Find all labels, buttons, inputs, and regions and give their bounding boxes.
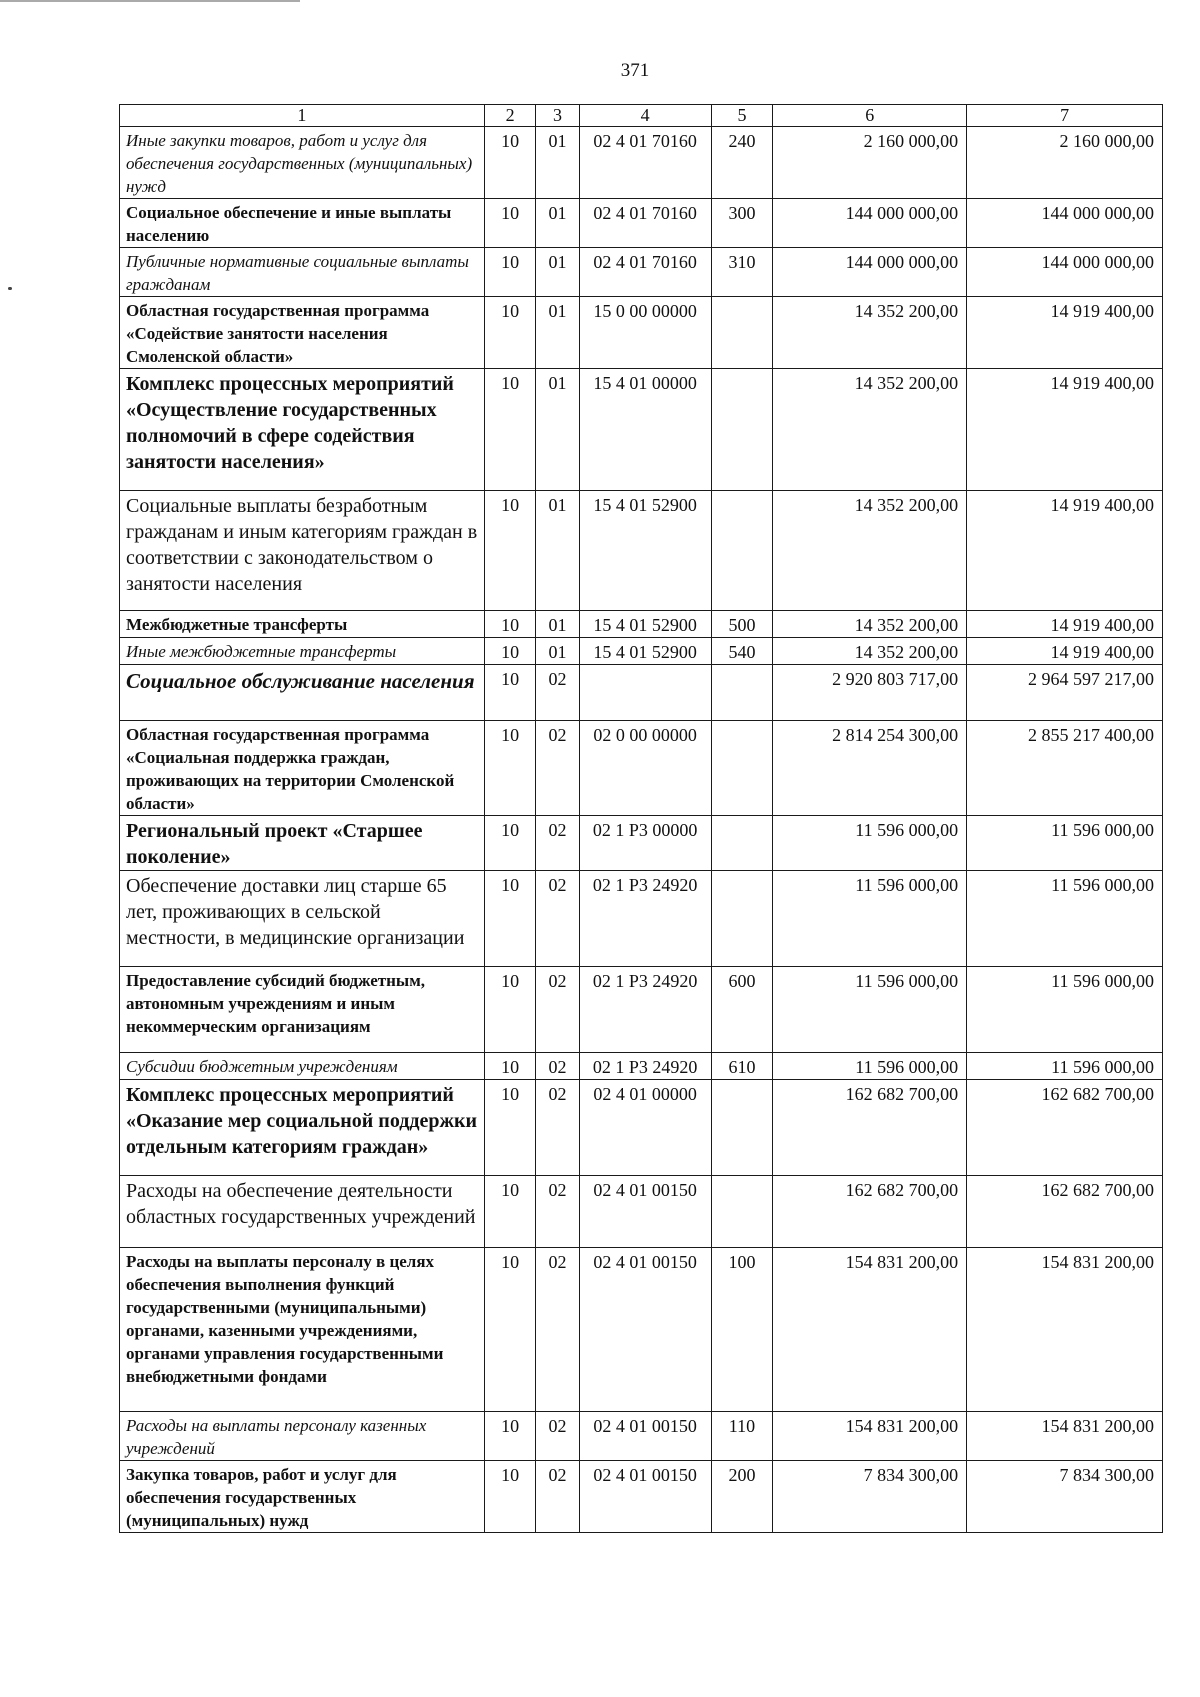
row-amount-year2-cell: 11 596 000,00 (967, 871, 1163, 967)
row-target-code-cell: 02 4 01 70160 (579, 127, 711, 199)
table-row (120, 611, 1163, 638)
row-name-cell: Комплекс процессных мероприятий «Оказание мер социальной поддержки отдельным категориям граждан» (120, 1080, 485, 1176)
table-row (120, 1412, 1163, 1461)
row-subsection-cell: 01 (536, 127, 579, 199)
table-row (120, 1176, 1163, 1248)
row-amount-year2-cell: 11 596 000,00 (967, 816, 1163, 871)
row-amount-year2-cell: 11 596 000,00 (967, 967, 1163, 1053)
row-amount-year2-cell: 154 831 200,00 (967, 1412, 1163, 1461)
row-name-cell: Обеспечение доставки лиц старше 65 лет, проживающих в сельской местности, в медицинские организации (120, 871, 485, 967)
table-row (120, 127, 1163, 199)
row-subsection-cell: 01 (536, 491, 579, 611)
row-subsection-cell: 02 (536, 1080, 579, 1176)
row-target-code-cell: 02 1 P3 24920 (579, 871, 711, 967)
table-row (120, 1053, 1163, 1080)
row-expense-type-cell: 100 (711, 1248, 773, 1412)
row-section-cell: 10 (484, 127, 536, 199)
row-subsection-cell: 02 (536, 871, 579, 967)
header-cell-5: 5 (711, 105, 773, 127)
row-target-code-cell (579, 665, 711, 721)
row-amount-year1-cell: 14 352 200,00 (773, 491, 967, 611)
budget-table-container (119, 104, 1163, 1533)
row-amount-year2-cell: 11 596 000,00 (967, 1053, 1163, 1080)
table-row (120, 816, 1163, 871)
row-name-cell: Расходы на выплаты персоналу в целях обеспечения выполнения функций государственными (муниципальными) органами, казенными учреждениями, органами управления государственными внебюджетными фондами (120, 1248, 485, 1412)
row-subsection-cell: 01 (536, 611, 579, 638)
row-amount-year2-cell: 2 964 597 217,00 (967, 665, 1163, 721)
row-expense-type-cell (711, 816, 773, 871)
row-name-cell: Иные закупки товаров, работ и услуг для обеспечения государственных (муниципальных) нужд (120, 127, 485, 199)
row-target-code-cell: 02 4 01 70160 (579, 199, 711, 248)
row-expense-type-cell (711, 491, 773, 611)
table-row (120, 297, 1163, 369)
row-section-cell: 10 (484, 369, 536, 491)
row-target-code-cell: 02 4 01 00150 (579, 1461, 711, 1533)
row-name-cell: Субсидии бюджетным учреждениям (120, 1053, 485, 1080)
row-amount-year2-cell: 2 855 217 400,00 (967, 721, 1163, 816)
row-target-code-cell: 15 4 01 00000 (579, 369, 711, 491)
row-amount-year2-cell: 14 919 400,00 (967, 297, 1163, 369)
row-amount-year1-cell: 2 920 803 717,00 (773, 665, 967, 721)
header-cell-2: 2 (484, 105, 536, 127)
scan-speck (8, 287, 12, 290)
row-section-cell: 10 (484, 871, 536, 967)
row-name-cell: Расходы на обеспечение деятельности областных государственных учреждений (120, 1176, 485, 1248)
header-cell-1: 1 (120, 105, 485, 127)
row-expense-type-cell: 540 (711, 638, 773, 665)
row-target-code-cell: 15 0 00 00000 (579, 297, 711, 369)
row-section-cell: 10 (484, 816, 536, 871)
row-subsection-cell: 01 (536, 369, 579, 491)
row-section-cell: 10 (484, 1176, 536, 1248)
row-expense-type-cell: 600 (711, 967, 773, 1053)
row-amount-year1-cell: 2 160 000,00 (773, 127, 967, 199)
row-section-cell: 10 (484, 721, 536, 816)
table-row (120, 248, 1163, 297)
header-cell-4: 4 (579, 105, 711, 127)
row-target-code-cell: 02 4 01 00000 (579, 1080, 711, 1176)
header-cell-6: 6 (773, 105, 967, 127)
row-amount-year1-cell: 2 814 254 300,00 (773, 721, 967, 816)
row-amount-year1-cell: 14 352 200,00 (773, 638, 967, 665)
row-target-code-cell: 02 4 01 70160 (579, 248, 711, 297)
row-expense-type-cell: 500 (711, 611, 773, 638)
row-name-cell: Комплекс процессных мероприятий «Осуществление государственных полномочий в сфере содействия занятости населения» (120, 369, 485, 491)
row-target-code-cell: 02 1 P3 00000 (579, 816, 711, 871)
row-section-cell: 10 (484, 1412, 536, 1461)
scan-edge-line (0, 0, 300, 2)
row-amount-year1-cell: 162 682 700,00 (773, 1080, 967, 1176)
row-target-code-cell: 15 4 01 52900 (579, 638, 711, 665)
header-row (120, 105, 1163, 127)
row-name-cell: Публичные нормативные социальные выплаты гражданам (120, 248, 485, 297)
table-row (120, 721, 1163, 816)
row-subsection-cell: 01 (536, 199, 579, 248)
row-amount-year1-cell: 144 000 000,00 (773, 248, 967, 297)
row-amount-year1-cell: 14 352 200,00 (773, 369, 967, 491)
row-target-code-cell: 02 4 01 00150 (579, 1412, 711, 1461)
row-subsection-cell: 02 (536, 1176, 579, 1248)
row-amount-year2-cell: 154 831 200,00 (967, 1248, 1163, 1412)
row-section-cell: 10 (484, 297, 536, 369)
row-section-cell: 10 (484, 1053, 536, 1080)
table-body (120, 127, 1163, 1533)
row-subsection-cell: 02 (536, 967, 579, 1053)
row-subsection-cell: 01 (536, 248, 579, 297)
table-row (120, 369, 1163, 491)
row-subsection-cell: 02 (536, 1053, 579, 1080)
table-row (120, 665, 1163, 721)
row-subsection-cell: 01 (536, 638, 579, 665)
row-amount-year2-cell: 144 000 000,00 (967, 248, 1163, 297)
table-row (120, 1080, 1163, 1176)
row-amount-year2-cell: 162 682 700,00 (967, 1080, 1163, 1176)
row-target-code-cell: 02 4 01 00150 (579, 1248, 711, 1412)
row-subsection-cell: 02 (536, 816, 579, 871)
row-name-cell: Областная государственная программа «Содействие занятости населения Смоленской области» (120, 297, 485, 369)
row-amount-year1-cell: 7 834 300,00 (773, 1461, 967, 1533)
row-expense-type-cell (711, 369, 773, 491)
row-amount-year2-cell: 14 919 400,00 (967, 491, 1163, 611)
row-name-cell: Социальное обеспечение и иные выплаты населению (120, 199, 485, 248)
table-row (120, 491, 1163, 611)
row-expense-type-cell: 300 (711, 199, 773, 248)
row-amount-year1-cell: 11 596 000,00 (773, 816, 967, 871)
row-amount-year1-cell: 14 352 200,00 (773, 611, 967, 638)
table-row (120, 1248, 1163, 1412)
row-amount-year1-cell: 162 682 700,00 (773, 1176, 967, 1248)
row-section-cell: 10 (484, 638, 536, 665)
header-cell-7: 7 (967, 105, 1163, 127)
row-name-cell: Региональный проект «Старшее поколение» (120, 816, 485, 871)
row-name-cell: Иные межбюджетные трансферты (120, 638, 485, 665)
table-row (120, 1461, 1163, 1533)
row-amount-year2-cell: 2 160 000,00 (967, 127, 1163, 199)
row-amount-year1-cell: 11 596 000,00 (773, 871, 967, 967)
row-section-cell: 10 (484, 1248, 536, 1412)
row-name-cell: Расходы на выплаты персоналу казенных учреждений (120, 1412, 485, 1461)
row-amount-year1-cell: 14 352 200,00 (773, 297, 967, 369)
budget-table (119, 104, 1163, 1533)
row-amount-year1-cell: 154 831 200,00 (773, 1412, 967, 1461)
row-amount-year2-cell: 14 919 400,00 (967, 638, 1163, 665)
row-section-cell: 10 (484, 248, 536, 297)
table-row (120, 199, 1163, 248)
row-expense-type-cell (711, 297, 773, 369)
row-expense-type-cell (711, 721, 773, 816)
table-row (120, 871, 1163, 967)
row-section-cell: 10 (484, 665, 536, 721)
table-row (120, 967, 1163, 1053)
row-name-cell: Межбюджетные трансферты (120, 611, 485, 638)
row-expense-type-cell: 110 (711, 1412, 773, 1461)
row-subsection-cell: 01 (536, 297, 579, 369)
row-subsection-cell: 02 (536, 665, 579, 721)
row-subsection-cell: 02 (536, 1412, 579, 1461)
row-target-code-cell: 02 0 00 00000 (579, 721, 711, 816)
header-cell-3: 3 (536, 105, 579, 127)
row-target-code-cell: 15 4 01 52900 (579, 491, 711, 611)
row-amount-year2-cell: 144 000 000,00 (967, 199, 1163, 248)
row-name-cell: Предоставление субсидий бюджетным, автономным учреждениям и иным некоммерческим организациям (120, 967, 485, 1053)
row-amount-year2-cell: 14 919 400,00 (967, 611, 1163, 638)
row-target-code-cell: 02 1 P3 24920 (579, 967, 711, 1053)
row-subsection-cell: 02 (536, 721, 579, 816)
row-expense-type-cell: 610 (711, 1053, 773, 1080)
table-row (120, 638, 1163, 665)
row-subsection-cell: 02 (536, 1248, 579, 1412)
page-number: 371 (620, 60, 650, 81)
row-name-cell: Закупка товаров, работ и услуг для обеспечения государственных (муниципальных) нужд (120, 1461, 485, 1533)
row-section-cell: 10 (484, 967, 536, 1053)
row-section-cell: 10 (484, 1080, 536, 1176)
row-amount-year2-cell: 14 919 400,00 (967, 369, 1163, 491)
row-amount-year1-cell: 154 831 200,00 (773, 1248, 967, 1412)
row-target-code-cell: 02 1 P3 24920 (579, 1053, 711, 1080)
row-expense-type-cell (711, 1080, 773, 1176)
row-expense-type-cell (711, 871, 773, 967)
row-name-cell: Областная государственная программа «Социальная поддержка граждан, проживающих на территории Смоленской области» (120, 721, 485, 816)
row-expense-type-cell: 240 (711, 127, 773, 199)
row-expense-type-cell (711, 1176, 773, 1248)
row-expense-type-cell: 310 (711, 248, 773, 297)
row-section-cell: 10 (484, 491, 536, 611)
row-expense-type-cell (711, 665, 773, 721)
row-name-cell: Социальное обслуживание населения (120, 665, 485, 721)
row-amount-year1-cell: 144 000 000,00 (773, 199, 967, 248)
row-name-cell: Социальные выплаты безработным гражданам и иным категориям граждан в соответствии с законодательством о занятости населения (120, 491, 485, 611)
row-amount-year1-cell: 11 596 000,00 (773, 967, 967, 1053)
row-target-code-cell: 02 4 01 00150 (579, 1176, 711, 1248)
row-section-cell: 10 (484, 199, 536, 248)
row-section-cell: 10 (484, 611, 536, 638)
row-subsection-cell: 02 (536, 1461, 579, 1533)
row-amount-year1-cell: 11 596 000,00 (773, 1053, 967, 1080)
row-amount-year2-cell: 7 834 300,00 (967, 1461, 1163, 1533)
row-target-code-cell: 15 4 01 52900 (579, 611, 711, 638)
row-section-cell: 10 (484, 1461, 536, 1533)
row-amount-year2-cell: 162 682 700,00 (967, 1176, 1163, 1248)
row-expense-type-cell: 200 (711, 1461, 773, 1533)
